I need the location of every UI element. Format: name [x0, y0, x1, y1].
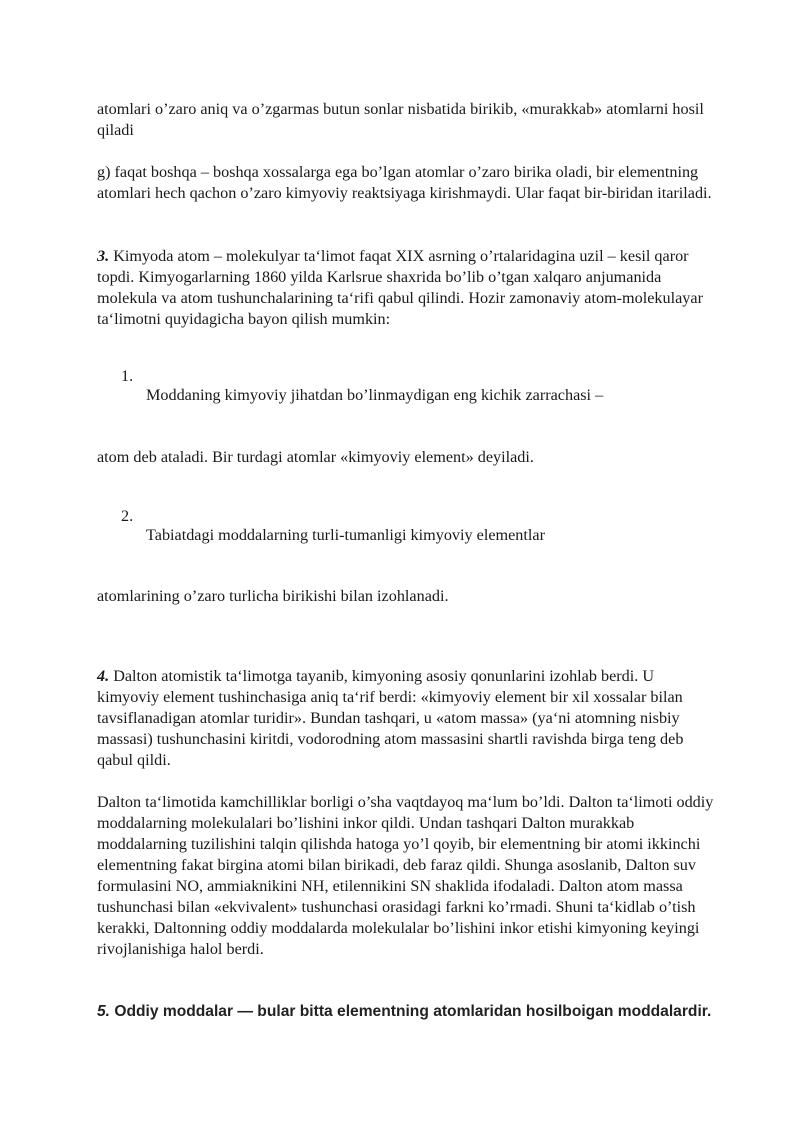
paragraph-3: [97, 246, 717, 330]
paragraph-5: [97, 1001, 717, 1023]
paragraph-number: 5.: [97, 1003, 111, 1020]
paragraph-4: [97, 666, 717, 771]
paragraph-intro: atomlari o’zaro aniq va o’zgarmas butun sonlar nisbatida birikib, «murakkab» atomlarni hosil qiladi: [97, 100, 704, 139]
paragraph-g: g) faqat boshqa – boshqa xossalarga ega bo’lgan atomlar o’zaro birika oladi, bir elementning atomlari hech qachon o’zaro kimyoviy reaktsiyaga kirishmaydi. Ular faqat bir-biridan itariladi.: [97, 163, 712, 202]
list-number-2: 2.: [121, 507, 134, 525]
list-item-1-continuation: atom deb ataladi. Bir turdagi atomlar «kimyoviy element» deyiladi.: [97, 448, 534, 466]
paragraph-text: Kimyoda atom – molekulyar ta‘limot faqat XIX asrning o’rtalaridagina uzil – kesil qaror topdi. Kimyogarlarning 1860 yilda Karlsrue shaxrida bo’lib o’tgan xalqaro anjumanida molekula va atom tushunchalarining ta‘rifi qabul qilindi. Hozir zamonaviy atom-molekulayar ta‘limotni quyidagicha bayon qilish mumkin:: [97, 247, 703, 328]
paragraph-text: Dalton atomistik ta‘limotga tayanib, kimyoning asosiy qonunlarini izohlab berdi. U kimyoviy element tushinchasiga aniq ta‘rif berdi: «kimyoviy element bir xil xossalar bilan tavsiflanadigan atomlar turidir». Bundan tashqari, u «atom massa» (ya‘ni atomning nisbiy massasi) tushunchasini kiritdi, vodorodning atom massasini shartli ravishda birga teng deb qabul qildi.: [97, 667, 684, 769]
paragraph-text: Oddiy moddalar — bular bitta elementning atomlaridan hosilboigan moddalardir.: [110, 1003, 712, 1020]
paragraph-number: 3.: [97, 247, 110, 265]
paragraph-number: 4.: [97, 667, 110, 685]
list-item-1-text: Moddaning kimyoviy jihatdan bo’linmaydigan eng kichik zarrachasi –: [146, 386, 604, 404]
list-item-2-text: Tabiatdagi moddalarning turli-tumanligi kimyoviy elementlar: [146, 526, 545, 544]
paragraph-dalton: Dalton ta‘limotida kamchilliklar borligi o’sha vaqtdayoq ma‘lum bo’ldi. Dalton ta‘limoti oddiy moddalarning molekulalari bo’lishini inkor qildi. Undan tashqari Dalton murakkab moddalarning tuzilishini talqin qilishda hatoga yo’l qoyib, bir elementning bir atomi ikkinchi elementning fakat birgina atomi bilan birikadi, deb faraz qildi. Shunga asoslanib, Dalton suv formulasini NO, ammiaknikini NH, etilennikini SN shaklida ifodaladi. Dalton atom massa tushunchasi bilan «ekvivalent» tushunchasi orasidagi farkni ko’rmadi. Shuni ta‘kidlab o’tish kerakki, Daltonning oddiy moddalarda molekulalar bo’lishini inkor etishi kimyoning keyingi rivojlanishiga halol berdi.: [97, 793, 714, 958]
list-number-1: 1.: [121, 367, 134, 385]
list-item-2-continuation: atomlarining o’zaro turlicha birikishi bilan izohlanadi.: [97, 587, 449, 605]
